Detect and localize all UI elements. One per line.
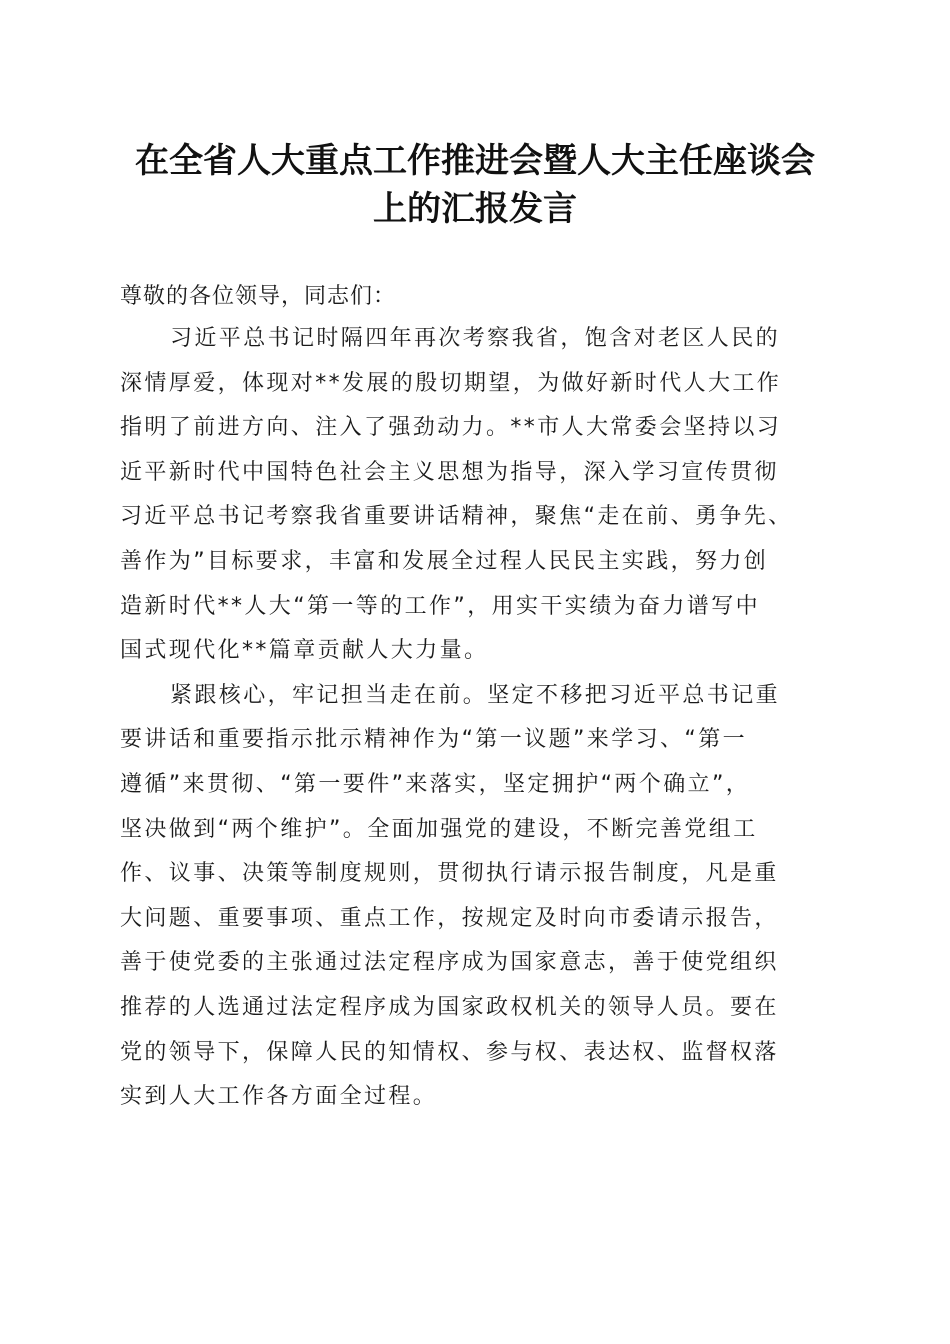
document-title bbox=[100, 137, 850, 233]
paragraph-line: 大问题、重要事项、重点工作，按规定及时向市委请示报告， bbox=[120, 905, 779, 931]
salutation: 尊敬的各位领导，同志们： bbox=[120, 284, 397, 309]
paragraph-line: 推荐的人选通过法定程序成为国家政权机关的领导人员。要在 bbox=[120, 994, 779, 1020]
paragraph-line: 要讲话和重要指示批示精神作为“第一议题”来学习、“第一 bbox=[120, 727, 747, 753]
paragraph-line: 造新时代**人大“第一等的工作”，用实干实绩为奋力谱写中 bbox=[120, 593, 760, 619]
paragraph-line: 党的领导下，保障人民的知情权、参与权、表达权、监督权落 bbox=[120, 1039, 779, 1065]
paragraph-1 bbox=[120, 317, 836, 674]
paragraph-line: 善作为”目标要求，丰富和发展全过程人民民主实践，努力创 bbox=[120, 548, 769, 574]
paragraph-line: 实到人大工作各方面全过程。 bbox=[120, 1084, 438, 1110]
paragraph-2 bbox=[120, 674, 836, 1120]
title-line-1: 在全省人大重点工作推进会暨人大主任座谈会 bbox=[135, 141, 815, 181]
title-line-2: 上的汇报发言 bbox=[373, 189, 577, 229]
paragraph-line: 作、议事、决策等制度规则，贯彻执行请示报告制度，凡是重 bbox=[120, 861, 779, 887]
paragraph-line: 遵循”来贯彻、“第一要件”来落实，坚定拥护“两个确立”， bbox=[120, 771, 751, 797]
paragraph-line: 国式现代化**篇章贡献人大力量。 bbox=[120, 638, 489, 664]
paragraph-line: 习近平总书记考察我省重要讲话精神，聚焦“走在前、勇争先、 bbox=[120, 504, 793, 530]
paragraph-line: 紧跟核心，牢记担当走在前。坚定不移把习近平总书记重 bbox=[170, 682, 781, 708]
paragraph-line: 善于使党委的主张通过法定程序成为国家意志，善于使党组织 bbox=[120, 950, 779, 976]
paragraph-line: 深情厚爱，体现对**发展的殷切期望，为做好新时代人大工作 bbox=[120, 370, 782, 396]
paragraph-line: 近平新时代中国特色社会主义思想为指导，深入学习宣传贯彻 bbox=[120, 459, 779, 485]
paragraph-line: 习近平总书记时隔四年再次考察我省，饱含对老区人民的 bbox=[170, 326, 781, 351]
paragraph-line: 指明了前进方向、注入了强劲动力。**市人大常委会坚持以习 bbox=[120, 415, 782, 441]
document-body bbox=[120, 277, 836, 1120]
paragraph-line: 坚决做到“两个维护”。全面加强党的建设，不断完善党组工 bbox=[120, 816, 758, 842]
